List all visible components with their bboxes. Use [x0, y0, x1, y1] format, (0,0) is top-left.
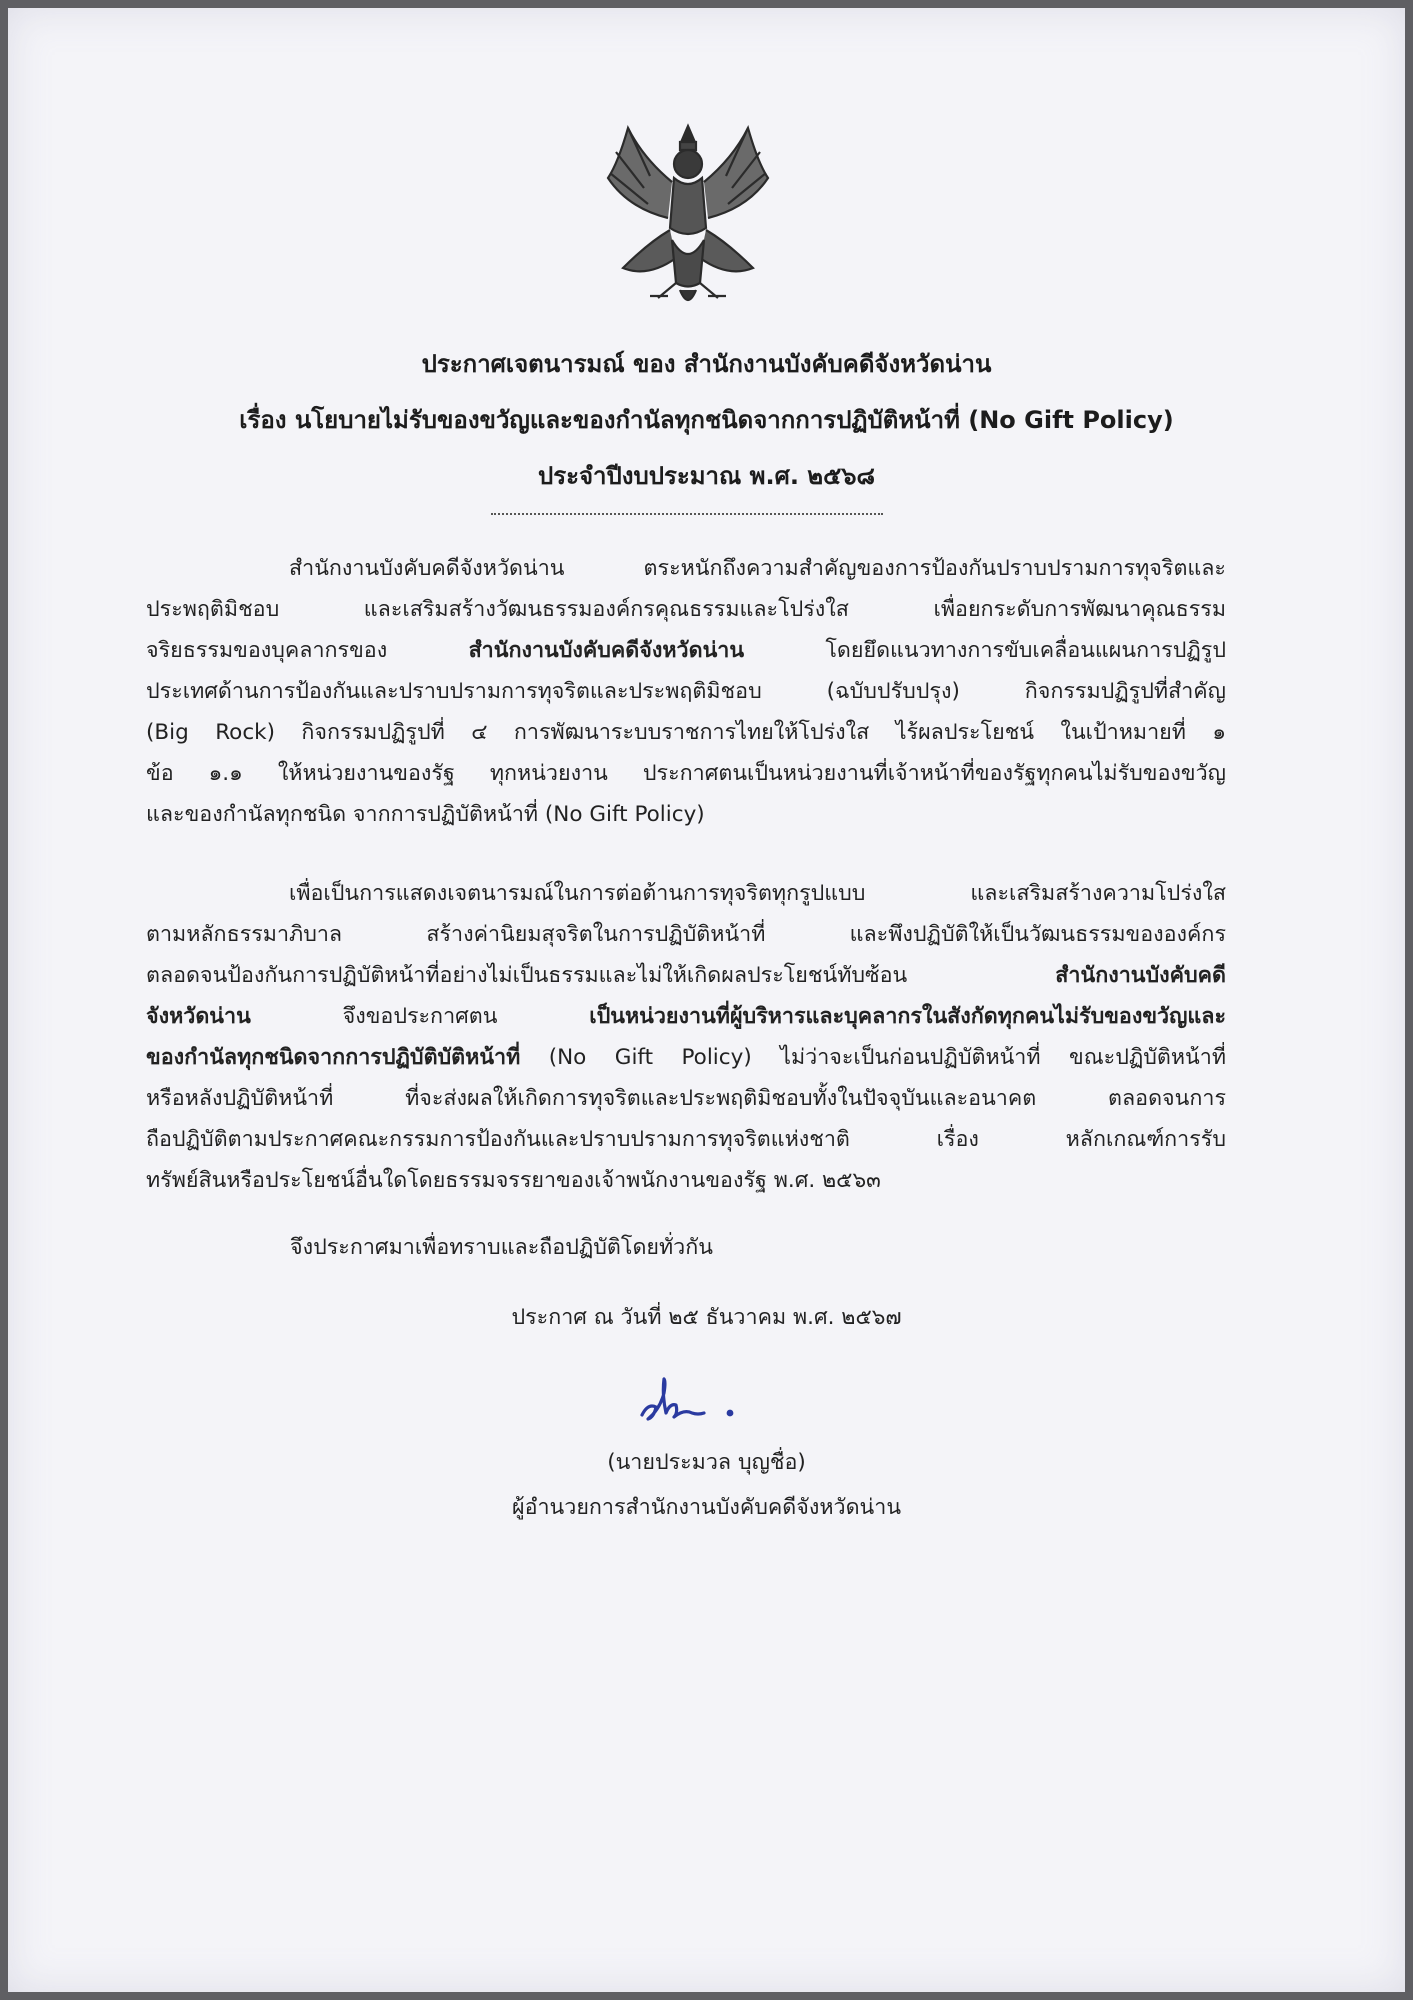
bold-text-run: จังหวัดน่าน: [146, 1004, 251, 1029]
document-page: [8, 8, 1405, 1992]
paragraph-line: [146, 794, 1226, 835]
paragraph-line: [146, 873, 1226, 914]
text-run: ตามหลักธรรมาภิบาล สร้างค่านิยมสุจริตในการปฏิบัติหน้าที่ และพึงปฏิบัติให้เป็นวัฒนธรรมขององค์กร: [146, 922, 1226, 947]
text-run: เพื่อเป็นการแสดงเจตนารมณ์ในการต่อต้านการทุจริตทุกรูปแบบ และเสริมสร้างความโปร่งใส: [289, 881, 1226, 906]
text-run: (Big Rock) กิจกรรมปฏิรูปที่ ๔ การพัฒนาระบบราชการไทยให้โปร่งใส ไร้ผลประโยชน์ ในเป้าหมายที่ ๑: [146, 720, 1226, 745]
paragraph-line: [146, 996, 1226, 1037]
paragraph-line: [146, 1078, 1226, 1119]
paragraph-line: [146, 1037, 1226, 1078]
paragraph-line: [146, 753, 1226, 794]
signatory-position: ผู้อำนวยการสำนักงานบังคับคดีจังหวัดน่าน: [511, 1495, 902, 1520]
text-run: ถือปฏิบัติตามประกาศคณะกรรมการป้องกันและปราบปรามการทุจริตแห่งชาติ เรื่อง หลักเกณฑ์การรับ: [146, 1127, 1226, 1152]
paragraph-line: [146, 548, 1226, 589]
text-run: โดยยึดแนวทางการขับเคลื่อนแผนการปฏิรูป: [744, 638, 1226, 663]
paragraph-line: [146, 712, 1226, 753]
text-run: จึงขอประกาศตน: [250, 1004, 590, 1029]
text-run: ประเทศด้านการป้องกันและปราบปรามการทุจริตและประพฤติมิชอบ (ฉบับปรับปรุง) กิจกรรมปฏิรูปที่สำคัญ: [146, 679, 1226, 704]
text-run: ประพฤติมิชอบ และเสริมสร้างวัฒนธรรมองค์กรคุณธรรมและโปร่งใส เพื่อยกระดับการพัฒนาคุณธรรม: [146, 597, 1226, 622]
paragraph-2: [146, 873, 1226, 1201]
paragraph-line: [146, 671, 1226, 712]
bold-text-run: เป็นหน่วยงานที่ผู้บริหารและบุคลากรในสังกัดทุกคนไม่รับของขวัญและ: [589, 1004, 1226, 1029]
paragraph-line: [146, 630, 1226, 671]
title-line-3: ประจำปีงบประมาณ พ.ศ. ๒๕๖๘: [537, 462, 876, 490]
bold-text-run: สำนักงานบังคับคดีจังหวัดน่าน: [468, 638, 745, 663]
text-run: สำนักงานบังคับคดีจังหวัดน่าน ตระหนักถึงความสำคัญของการป้องกันปราบปรามการทุจริตและ: [289, 556, 1226, 581]
garuda-emblem-icon: [588, 118, 788, 313]
paragraph-line: [146, 589, 1226, 630]
title-line-2: เรื่อง นโยบายไม่รับของขวัญและของกำนัลทุกชนิดจากการปฏิบัติหน้าที่ (No Gift Policy): [239, 406, 1174, 434]
bold-text-run: ของกำนัลทุกชนิดจากการปฏิบัติบัติหน้าที่: [146, 1045, 521, 1070]
text-run: จริยธรรมของบุคลากรของ: [146, 638, 469, 663]
title-line-1: ประกาศเจตนารมณ์ ของ สำนักงานบังคับคดีจังหวัดน่าน: [421, 350, 992, 378]
title-divider: [491, 513, 883, 515]
paragraph-line: [146, 1119, 1226, 1160]
paragraph-line: [146, 1160, 1226, 1201]
paragraph-1: [146, 548, 1226, 835]
paragraph-line: [146, 914, 1226, 955]
closing-statement: จึงประกาศมาเพื่อทราบและถือปฏิบัติโดยทั่วกัน: [290, 1235, 713, 1260]
handwritten-signature: [634, 1373, 754, 1428]
text-run: ตลอดจนป้องกันการปฏิบัติหน้าที่อย่างไม่เป็นธรรมและไม่ให้เกิดผลประโยชน์ทับซ้อน: [146, 963, 1056, 988]
bold-text-run: สำนักงานบังคับคดี: [1055, 963, 1226, 988]
text-run: ข้อ ๑.๑ ให้หน่วยงานของรัฐ ทุกหน่วยงาน ประกาศตนเป็นหน่วยงานที่เจ้าหน้าที่ของรัฐทุกคนไม่รับของขวัญ: [146, 761, 1226, 786]
text-run: (No Gift Policy) ไม่ว่าจะเป็นก่อนปฏิบัติหน้าที่ ขณะปฏิบัติหน้าที่: [520, 1045, 1226, 1070]
announcement-date: ประกาศ ณ วันที่ ๒๕ ธันวาคม พ.ศ. ๒๕๖๗: [511, 1305, 902, 1330]
text-run: หรือหลังปฏิบัติหน้าที่ ที่จะส่งผลให้เกิดการทุจริตและประพฤติมิชอบทั้งในปัจจุบันและอนาคต ตลอดจนการ: [146, 1086, 1226, 1111]
paragraph-line: [146, 955, 1226, 996]
text-run: ทรัพย์สินหรือประโยชน์อื่นใดโดยธรรมจรรยาของเจ้าพนักงานของรัฐ พ.ศ. ๒๕๖๓: [146, 1168, 881, 1193]
signatory-name: (นายประมวล บุญชื่อ): [607, 1450, 806, 1475]
text-run: และของกำนัลทุกชนิด จากการปฏิบัติหน้าที่ (No Gift Policy): [146, 802, 705, 827]
